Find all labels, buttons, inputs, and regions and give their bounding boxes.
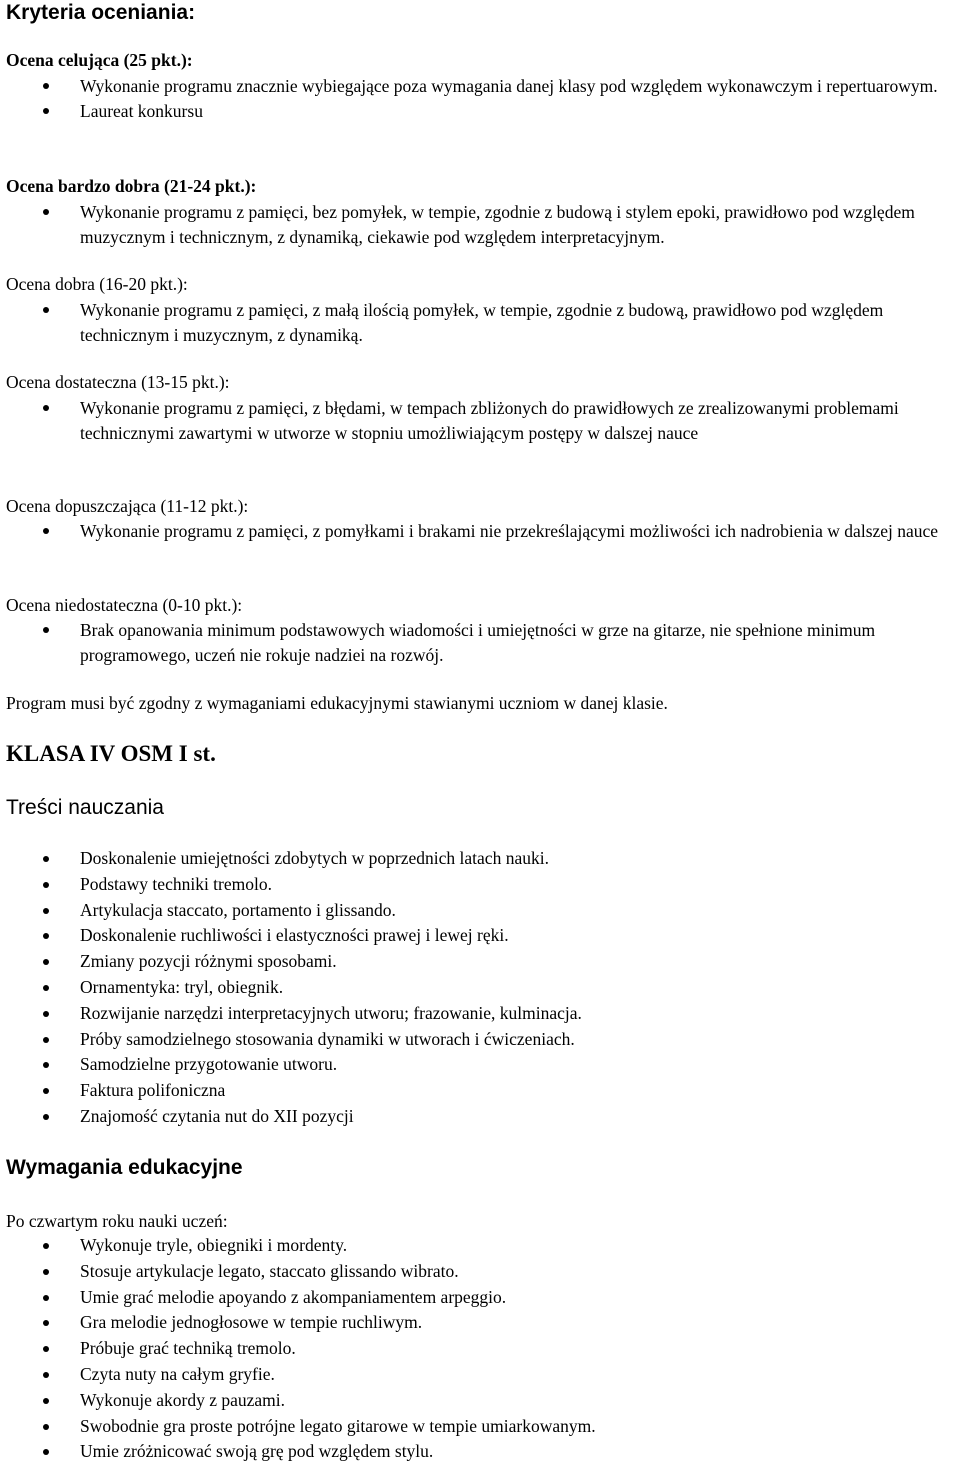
grade-range: (21-24 pkt.): [164, 176, 257, 196]
grade-criteria-list [6, 74, 956, 123]
grade-range: (13-15 pkt.): [141, 372, 230, 392]
list-item: Wykonanie programu z pamięci, z pomyłkami i brakami nie przekreślającymi możliwości ich nadrobienia w dalszej nauce [6, 519, 956, 544]
list-item: Wykonanie programu z pamięci, bez pomyłek, w tempie, zgodnie z budową i stylem epoki, prawidłowo pod względem muzycznym i technicznym, z dynamiką, ciekawie pod względem interpretacyjnym. [6, 200, 956, 249]
list-item: Artykulacja staccato, portamento i glissando. [6, 898, 956, 924]
grade-criteria-list [6, 200, 956, 249]
list-item: Wykonuje akordy z pauzami. [6, 1388, 956, 1414]
list-item: Wykonanie programu znacznie wybiegające poza wymagania danej klasy pod względem wykonawczym i repertuarowym. [6, 74, 956, 99]
list-item: Faktura polifoniczna [6, 1078, 956, 1104]
grade-range: (16-20 pkt.): [99, 274, 188, 294]
section-heading-wymagania: Wymagania edukacyjne [6, 1156, 243, 1179]
grade-name: Ocena celująca [6, 50, 120, 70]
grade-name: Ocena niedostateczna [6, 595, 159, 615]
list-item: Laureat konkursu [6, 99, 956, 124]
list-item: Doskonalenie ruchliwości i elastyczności prawej i lewej ręki. [6, 923, 956, 949]
grade-name: Ocena dopuszczająca [6, 496, 157, 516]
wymagania-intro: Po czwartym roku nauki uczeń: [6, 1211, 228, 1231]
list-item: Rozwijanie narzędzi interpretacyjnych utworu; frazowanie, kulminacja. [6, 1001, 956, 1027]
list-item: Próby samodzielnego stosowania dynamiki w utworach i ćwiczeniach. [6, 1027, 956, 1053]
grade-heading-dobra [6, 272, 188, 296]
grade-criteria-list [6, 298, 956, 347]
class-heading: KLASA IV OSM I st. [6, 741, 216, 766]
list-item: Samodzielne przygotowanie utworu. [6, 1052, 956, 1078]
grade-heading-dostateczna [6, 370, 230, 394]
grade-name: Ocena dobra [6, 274, 95, 294]
grade-name: Ocena bardzo dobra [6, 176, 160, 196]
grade-range: (0-10 pkt.): [162, 595, 243, 615]
grade-heading-celujaca [6, 48, 193, 72]
grade-range: (25 pkt.): [123, 50, 193, 70]
grade-criteria-list [6, 618, 956, 667]
grade-name: Ocena dostateczna [6, 372, 137, 392]
grade-criteria-list [6, 396, 956, 445]
tresci-list [6, 846, 956, 1130]
list-item: Stosuje artykulacje legato, staccato glissando wibrato. [6, 1259, 956, 1285]
list-item: Próbuje grać techniką tremolo. [6, 1336, 956, 1362]
list-item: Gra melodie jednogłosowe w tempie ruchliwym. [6, 1310, 956, 1336]
grade-range: (11-12 pkt.): [160, 496, 249, 516]
program-note: Program musi być zgodny z wymaganiami edukacyjnymi stawianymi uczniom w danej klasie. [6, 693, 668, 713]
grade-heading-niedostateczna [6, 593, 242, 617]
page-title: Kryteria oceniania: [6, 1, 196, 24]
list-item: Swobodnie gra proste potrójne legato gitarowe w tempie umiarkowanym. [6, 1414, 956, 1440]
wymagania-list [6, 1233, 956, 1465]
list-item: Wykonuje tryle, obiegniki i mordenty. [6, 1233, 956, 1259]
list-item: Doskonalenie umiejętności zdobytych w poprzednich latach nauki. [6, 846, 956, 872]
grade-heading-bardzo-dobra [6, 174, 256, 198]
grade-criteria-list [6, 519, 956, 544]
grade-heading-dopuszczajaca [6, 494, 248, 518]
list-item: Umie zróżnicować swoją grę pod względem stylu. [6, 1439, 956, 1465]
list-item: Czyta nuty na całym gryfie. [6, 1362, 956, 1388]
list-item: Wykonanie programu z pamięci, z małą ilością pomyłek, w tempie, zgodnie z budową, prawidłowo pod względem technicznym i muzycznym, z dynamiką. [6, 298, 956, 347]
section-heading-tresci: Treści nauczania [6, 796, 164, 819]
list-item: Zmiany pozycji różnymi sposobami. [6, 949, 956, 975]
list-item: Znajomość czytania nut do XII pozycji [6, 1104, 956, 1130]
list-item: Brak opanowania minimum podstawowych wiadomości i umiejętności w grze na gitarze, nie spełnione minimum programowego, uczeń nie rokuje nadziei na rozwój. [6, 618, 956, 667]
list-item: Wykonanie programu z pamięci, z błędami, w tempach zbliżonych do prawidłowych ze zrealizowanymi problemami technicznymi zawartymi w utworze w stopniu umożliwiającym postępy w dalszej nauce [6, 396, 956, 445]
list-item: Ornamentyka: tryl, obiegnik. [6, 975, 956, 1001]
list-item: Podstawy techniki tremolo. [6, 872, 956, 898]
list-item: Umie grać melodie apoyando z akompaniamentem arpeggio. [6, 1285, 956, 1311]
